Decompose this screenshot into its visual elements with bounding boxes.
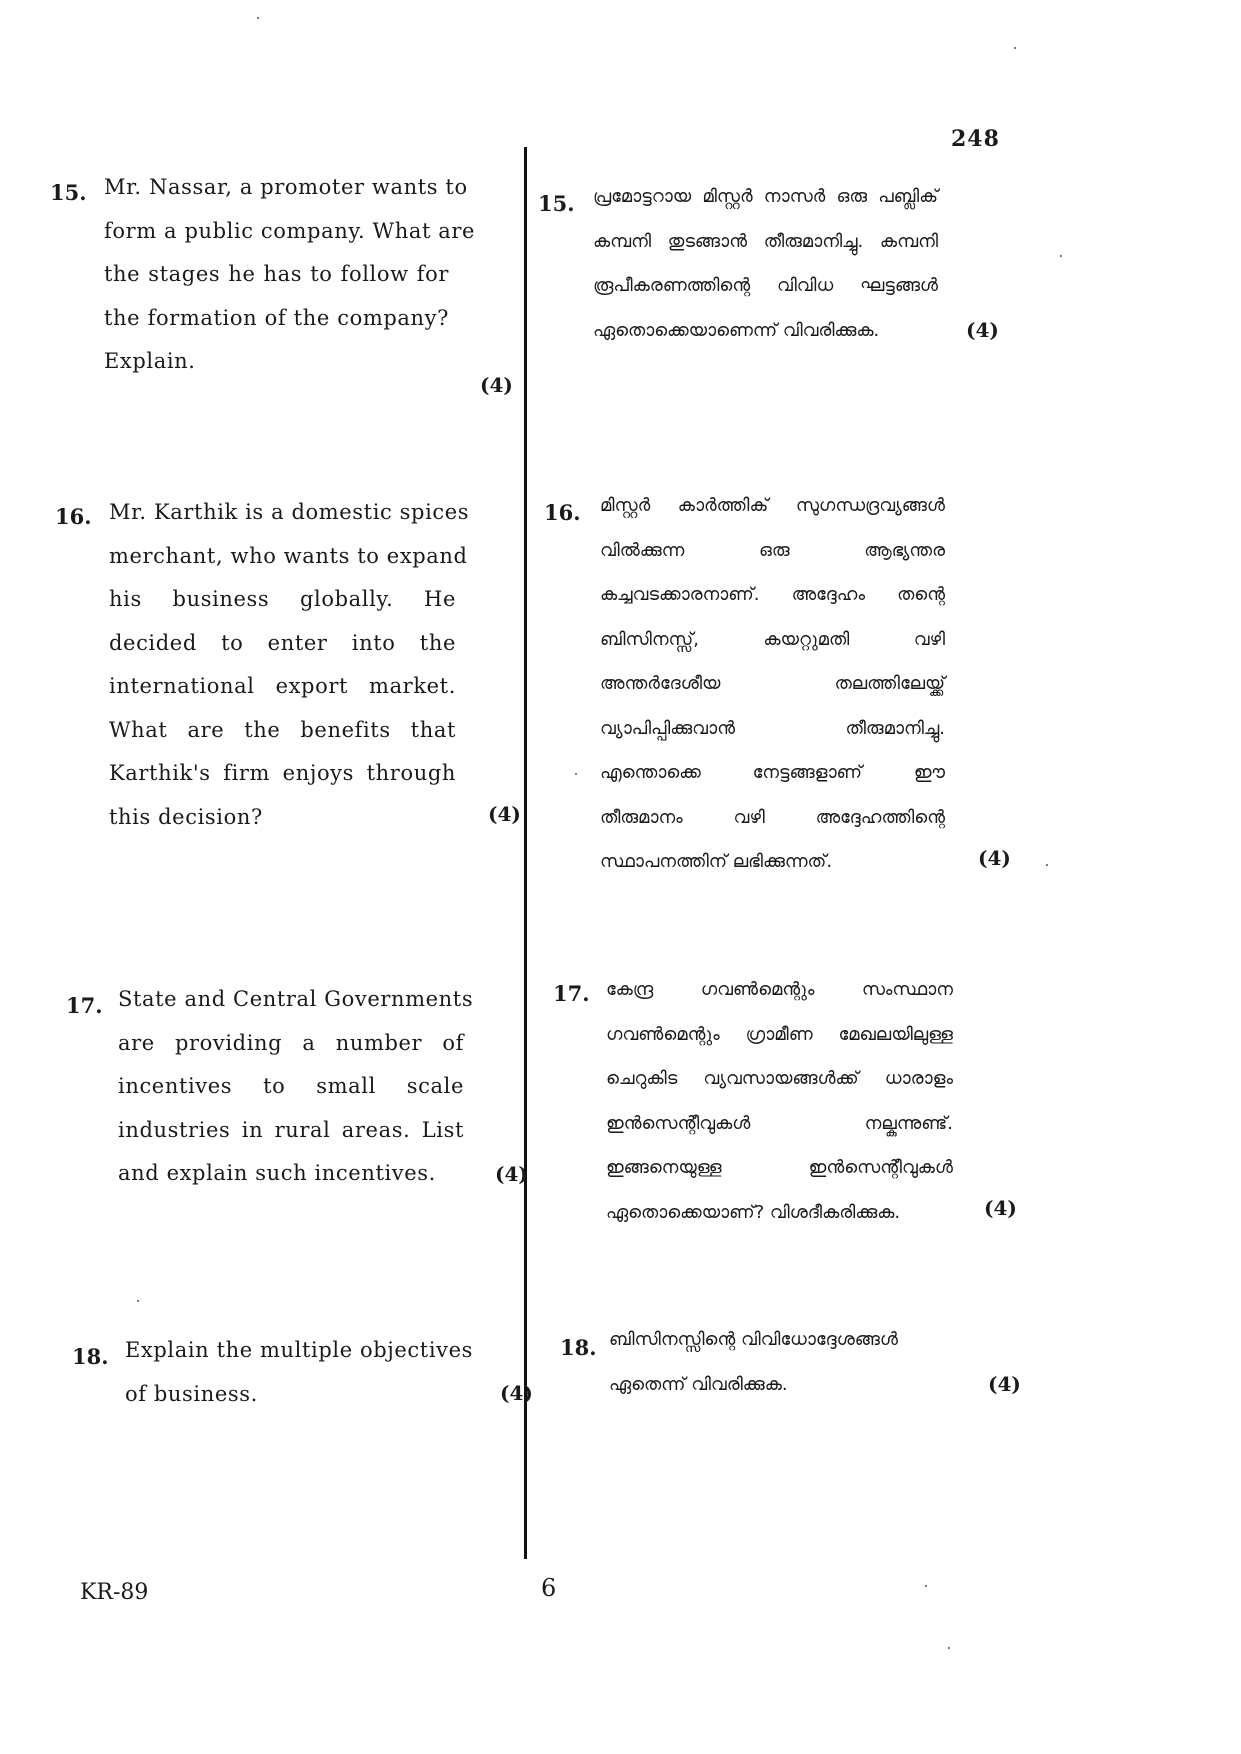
text-line: ഏതൊക്കെയാണ്? വിശദീകരിക്കുക. xyxy=(606,1201,901,1223)
text-line: this decision? xyxy=(109,804,263,829)
question-number: 15. xyxy=(50,180,87,205)
question-number: 18. xyxy=(72,1344,109,1369)
scan-speck xyxy=(137,1300,139,1302)
text-line: Karthik's firm enjoys through xyxy=(109,761,456,785)
text-line: എന്തൊക്കെ നേട്ടങ്ങളാണ് ഈ xyxy=(600,762,945,783)
scan-speck xyxy=(575,773,577,775)
text-line: ബിസിനസ്സ്, കയറ്റുമതി വഴി xyxy=(600,628,945,650)
text-line: industries in rural areas. List xyxy=(118,1117,464,1142)
text-line: incentives to small scale xyxy=(118,1074,464,1098)
text-line: ബിസിനസ്സിന്റെ വിവിധോദ്ദേശങ്ങൾ xyxy=(609,1329,898,1350)
question-text xyxy=(606,968,953,1235)
text-line: ഇങ്ങനെയുള്ള ഇൻസെന്റീവുകൾ xyxy=(606,1157,953,1178)
question-text xyxy=(609,1318,959,1407)
text-line: Explain the multiple objectives xyxy=(125,1338,474,1362)
text-line: Explain. xyxy=(104,349,196,373)
text-line: ഇൻസെന്റീവുകൾ നല്കുന്നുണ്ട്. xyxy=(606,1112,953,1134)
text-line: Mr. Nassar, a promoter wants to xyxy=(104,175,468,199)
marks: (4) xyxy=(984,1196,1017,1220)
text-line: of business. xyxy=(125,1381,258,1406)
question-number: 16. xyxy=(55,504,92,529)
scan-speck xyxy=(925,1585,927,1587)
marks: (4) xyxy=(500,1381,533,1405)
text-line: ഗവൺമെന്റും ഗ്രാമീണ മേഖലയിലുള്ള xyxy=(606,1023,953,1045)
text-line: സ്ഥാപനത്തിന് ലഭിക്കുന്നത്. xyxy=(600,851,833,872)
text-line: merchant, who wants to expand xyxy=(109,543,468,568)
text-line: international export market. xyxy=(109,674,456,698)
text-line: രൂപീകരണത്തിന്റെ വിവിധ ഘട്ടങ്ങൾ xyxy=(593,275,938,296)
text-line: Mr. Karthik is a domestic spices xyxy=(109,500,470,524)
marks: (4) xyxy=(978,846,1011,870)
page-number: 6 xyxy=(541,1574,557,1602)
scan-speck xyxy=(948,1647,950,1649)
paper-code: KR-89 xyxy=(80,1580,149,1605)
text-line: and explain such incentives. xyxy=(118,1161,436,1185)
text-line: കമ്പനി തുടങ്ങാൻ തീരുമാനിച്ചു. കമ്പനി xyxy=(593,230,938,252)
text-line: പ്രമോട്ടറായ മിസ്റ്റർ നാസർ ഒരു പബ്ലിക് xyxy=(593,186,938,207)
scan-speck xyxy=(1014,47,1016,49)
question-number: 16. xyxy=(544,500,581,525)
question-number: 17. xyxy=(553,981,590,1006)
text-line: What are the benefits that xyxy=(109,717,456,742)
text-line: the stages he has to follow for xyxy=(104,262,449,286)
question-text xyxy=(600,484,945,885)
text-line: his business globally. He xyxy=(109,587,456,611)
scan-speck xyxy=(257,17,259,19)
text-line: വ്യാപിപ്പിക്കുവാൻ തീരുമാനിച്ചു. xyxy=(600,717,945,739)
text-line: are providing a number of xyxy=(118,1030,464,1055)
text-line: ഏതൊക്കെയാണെന്ന് വിവരിക്കുക. xyxy=(593,319,880,341)
question-number: 17. xyxy=(66,993,103,1018)
text-line: ഏതെന്ന് വിവരിക്കുക. xyxy=(609,1373,788,1395)
text-line: ചെറുകിട വ്യവസായങ്ങൾക്ക് ധാരാളം xyxy=(606,1068,953,1089)
question-number: 18. xyxy=(560,1335,597,1360)
text-line: അന്തർദേശീയ തലത്തിലേയ്ക്ക് xyxy=(600,673,945,694)
marks: (4) xyxy=(495,1162,528,1186)
question-text xyxy=(125,1329,474,1416)
question-text xyxy=(109,491,470,839)
marks: (4) xyxy=(488,802,521,826)
text-line: കച്ചവടക്കാരനാണ്. അദ്ദേഹം തന്റെ xyxy=(600,584,945,605)
question-text xyxy=(593,175,938,353)
scan-speck xyxy=(1060,255,1062,257)
text-line: the formation of the company? xyxy=(104,305,449,330)
question-text xyxy=(104,166,476,384)
text-line: വിൽക്കുന്ന ഒരു ആഭ്യന്തര xyxy=(600,539,945,561)
question-text xyxy=(118,978,474,1196)
scan-speck xyxy=(1046,864,1048,866)
page-code: 248 xyxy=(951,126,1000,152)
text-line: മിസ്റ്റർ കാർത്തിക് സുഗന്ധദ്രവ്യങ്ങൾ xyxy=(600,495,945,516)
marks: (4) xyxy=(966,318,999,342)
text-line: decided to enter into the xyxy=(109,630,456,655)
column-divider xyxy=(524,147,527,1559)
text-line: form a public company. What are xyxy=(104,218,476,243)
marks: (4) xyxy=(480,373,513,397)
question-number: 15. xyxy=(538,191,575,216)
marks: (4) xyxy=(988,1372,1021,1396)
text-line: തീരുമാനം വഴി അദ്ദേഹത്തിന്റെ xyxy=(600,806,945,828)
text-line: State and Central Governments xyxy=(118,987,474,1011)
text-line: കേന്ദ്ര ഗവൺമെന്റും സംസ്ഥാന xyxy=(606,979,953,1000)
